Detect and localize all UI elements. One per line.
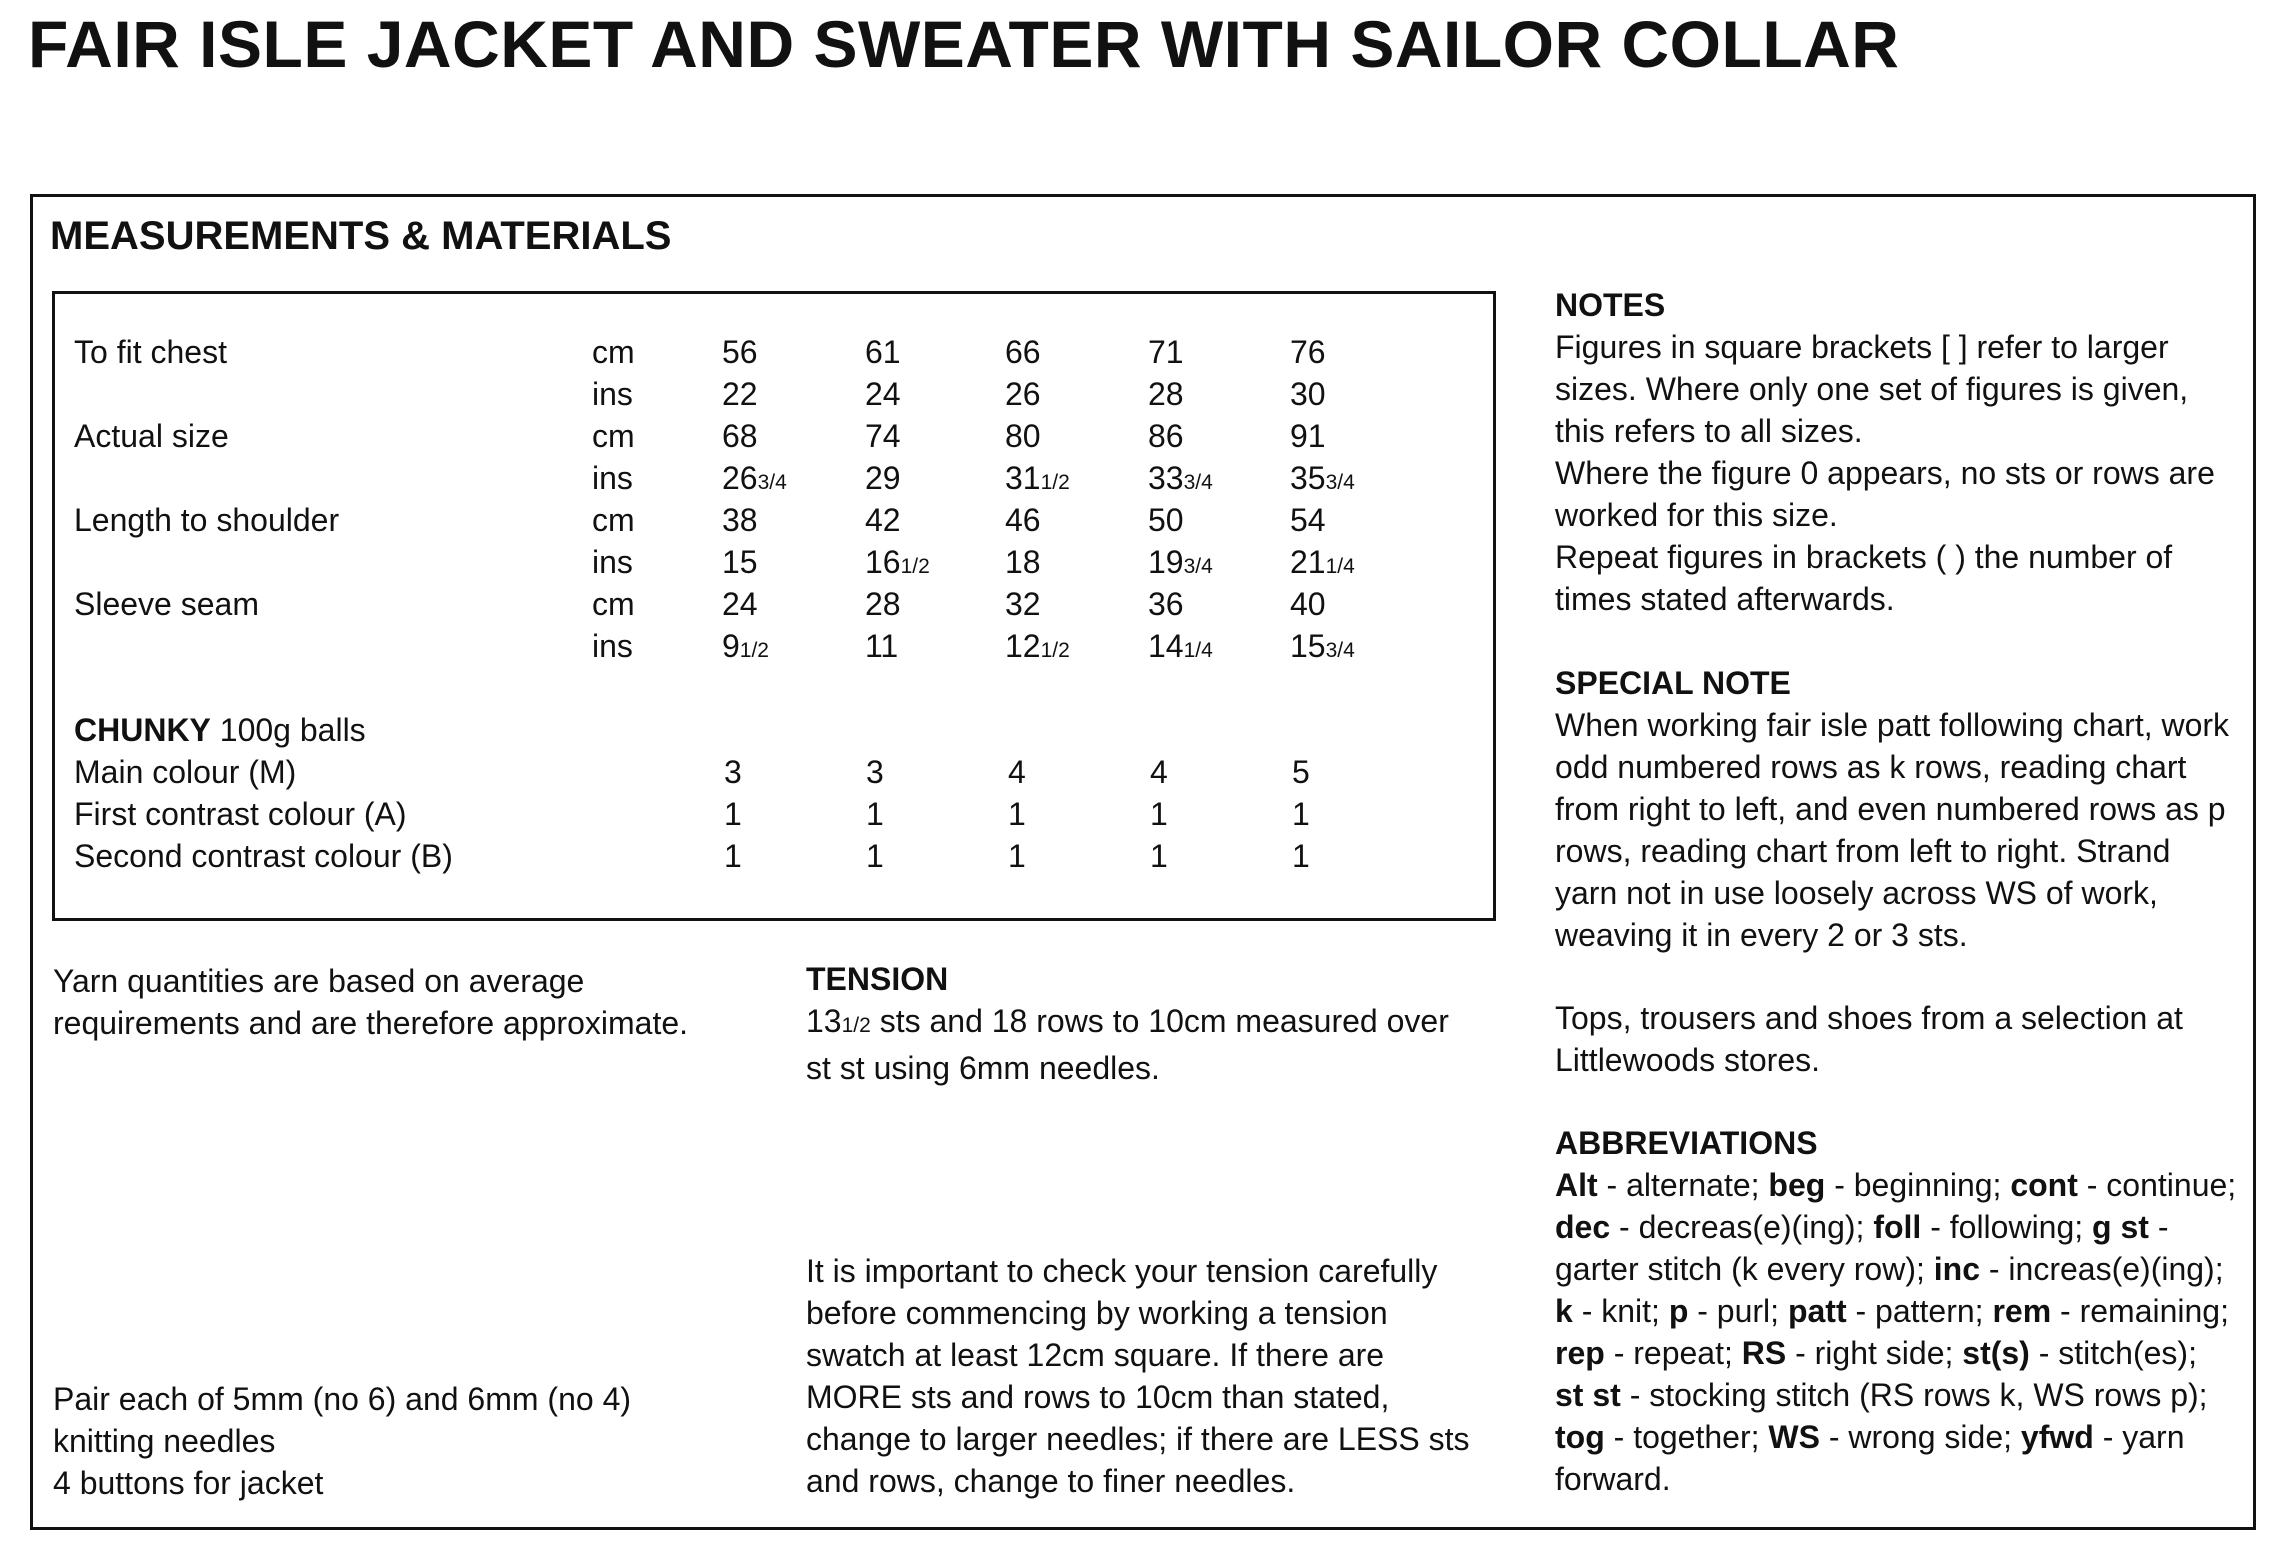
abbreviation-definition: - remaining; <box>2051 1293 2229 1329</box>
abbreviations-list <box>1555 1164 2236 1500</box>
abbreviation-definition: - continue; <box>2077 1167 2237 1203</box>
materials-label: Second contrast colour (B) <box>74 838 453 874</box>
measurement-value: 18 <box>1005 544 1041 580</box>
abbreviation-term: RS <box>1741 1335 1787 1371</box>
abbreviation-term: p <box>1668 1293 1689 1329</box>
abbreviation-line <box>1555 1164 2236 1206</box>
tension-text: sts and 18 rows to 10cm measured over <box>870 1003 1449 1039</box>
measurement-value: 56 <box>722 334 758 370</box>
yarn-ball-size: 100g balls <box>210 712 366 748</box>
materials-quantity: 3 <box>866 754 884 790</box>
needles-note-line: Pair each of 5mm (no 6) and 6mm (no 4) <box>53 1381 632 1417</box>
measurement-unit: ins <box>592 376 633 412</box>
measurement-value: 24 <box>722 586 758 622</box>
abbreviations-heading: ABBREVIATIONS <box>1555 1125 1818 1161</box>
tension-advice-line: swatch at least 12cm square. If there are <box>806 1337 1385 1373</box>
tension-line: st st using 6mm needles. <box>806 1050 1160 1086</box>
materials-label: Main colour (M) <box>74 754 297 790</box>
abbreviation-definition: - knit; <box>1572 1293 1669 1329</box>
abbreviation-definition: - <box>2148 1209 2169 1245</box>
abbreviation-line <box>1555 1332 2236 1374</box>
special-note-line: odd numbered rows as k rows, reading chart <box>1555 749 2187 785</box>
special-note-line: When working fair isle patt following chart, work <box>1555 707 2230 743</box>
abbreviation-term: st st <box>1555 1377 1621 1413</box>
abbreviation-term: st(s) <box>1962 1335 2030 1371</box>
measurement-fraction: 1/2 <box>900 555 930 578</box>
measurement-value: 61 <box>865 334 901 370</box>
measurement-value: 161/2 <box>865 544 930 580</box>
abbreviation-line <box>1555 1290 2236 1332</box>
abbreviation-term: cont <box>2010 1167 2078 1203</box>
measurement-label: Sleeve seam <box>74 586 259 622</box>
measurement-label: To fit chest <box>74 334 227 370</box>
special-note-line: rows, reading chart from left to right. Strand <box>1555 833 2171 869</box>
materials-quantity: 1 <box>866 838 884 874</box>
yarn-weight: CHUNKY <box>74 712 211 748</box>
special-note-heading: SPECIAL NOTE <box>1555 665 1791 701</box>
tension-advice-line: change to larger needles; if there are LESS sts <box>806 1421 1470 1457</box>
materials-quantity: 1 <box>1150 796 1168 832</box>
measurement-unit: cm <box>592 334 635 370</box>
abbreviation-definition: - yarn <box>2093 1419 2185 1455</box>
tension-advice-line: It is important to check your tension carefully <box>806 1253 1438 1289</box>
abbreviation-definition: - purl; <box>1688 1293 1788 1329</box>
measurement-value: 50 <box>1148 502 1184 538</box>
materials-quantity: 1 <box>724 796 742 832</box>
abbreviation-definition: - increas(e)(ing); <box>1979 1251 2224 1287</box>
tension-advice-line: MORE sts and rows to 10cm than stated, <box>806 1379 1390 1415</box>
measurement-label: Length to shoulder <box>74 502 340 538</box>
measurement-fraction: 3/4 <box>1325 471 1355 494</box>
abbreviation-line <box>1555 1248 2236 1290</box>
abbreviation-definition: - pattern; <box>1846 1293 1993 1329</box>
abbreviation-definition: forward. <box>1555 1461 1671 1497</box>
measurement-value: 333/4 <box>1148 460 1213 496</box>
measurement-fraction: 1/4 <box>1325 555 1355 578</box>
measurement-value: 15 <box>722 544 758 580</box>
abbreviations-section <box>1555 1122 2236 1500</box>
page-title: FAIR ISLE JACKET AND SWEATER WITH SAILOR COLLAR <box>28 7 1900 81</box>
materials-quantity: 1 <box>1008 838 1026 874</box>
materials-label: First contrast colour (A) <box>74 796 407 832</box>
abbreviation-term: yfwd <box>2020 1419 2094 1455</box>
notes-line: worked for this size. <box>1555 497 1838 533</box>
materials-quantity: 1 <box>1008 796 1026 832</box>
materials-quantity: 3 <box>724 754 742 790</box>
abbreviation-term: k <box>1555 1293 1573 1329</box>
measurement-value: 121/2 <box>1005 628 1070 664</box>
measurement-value: 76 <box>1290 334 1326 370</box>
measurement-value: 28 <box>1148 376 1184 412</box>
stores-note-line: Littlewoods stores. <box>1555 1042 1821 1078</box>
measurement-value: 54 <box>1290 502 1326 538</box>
measurement-fraction: 1/4 <box>1183 639 1213 662</box>
measurement-value: 91 <box>1290 418 1326 454</box>
yarn-type-label <box>74 714 366 746</box>
abbreviation-line <box>1555 1458 2236 1500</box>
measurement-value: 46 <box>1005 502 1041 538</box>
measurement-value: 74 <box>865 418 901 454</box>
measurement-value: 38 <box>722 502 758 538</box>
measurement-value: 42 <box>865 502 901 538</box>
yarn-quantity-note <box>53 960 688 1044</box>
abbreviation-term: inc <box>1933 1251 1980 1287</box>
measurement-value: 71 <box>1148 334 1184 370</box>
abbreviation-definition: - beginning; <box>1825 1167 2011 1203</box>
abbreviation-term: g st <box>2092 1209 2149 1245</box>
measurement-value: 91/2 <box>722 628 769 664</box>
abbreviation-term: rem <box>1992 1293 2052 1329</box>
materials-quantity: 1 <box>1292 838 1310 874</box>
measurement-value: 24 <box>865 376 901 412</box>
measurement-unit: ins <box>592 460 633 496</box>
abbreviation-line <box>1555 1374 2236 1416</box>
tension-advice-line: before commencing by working a tension <box>806 1295 1388 1331</box>
measurement-value: 263/4 <box>722 460 787 496</box>
special-note-line: from right to left, and even numbered rows as p <box>1555 791 2226 827</box>
abbreviation-term: WS <box>1768 1419 1820 1455</box>
notes-line: Figures in square brackets [ ] refer to larger <box>1555 329 2169 365</box>
abbreviation-line <box>1555 1416 2236 1458</box>
tension-advice-line: and rows, change to finer needles. <box>806 1463 1296 1499</box>
abbreviation-term: rep <box>1555 1335 1605 1371</box>
measurement-fraction: 1/2 <box>739 639 769 662</box>
measurement-label: Actual size <box>74 418 229 454</box>
needles-note-line: knitting needles <box>53 1423 276 1459</box>
materials-quantity: 4 <box>1008 754 1026 790</box>
tension-heading: TENSION <box>806 961 949 997</box>
notes-line: sizes. Where only one set of figures is given, <box>1555 371 2189 407</box>
measurement-unit: ins <box>592 628 633 664</box>
tension-number: 13 <box>806 1003 842 1039</box>
abbreviation-definition: - stitch(es); <box>2029 1335 2197 1371</box>
measurement-fraction: 1/2 <box>1040 639 1070 662</box>
abbreviation-term: foll <box>1873 1209 1922 1245</box>
special-note-line: weaving it in every 2 or 3 sts. <box>1555 917 1968 953</box>
special-note-section <box>1555 662 2229 956</box>
measurement-value: 40 <box>1290 586 1326 622</box>
stores-note-line: Tops, trousers and shoes from a selection at <box>1555 1000 2183 1036</box>
yarn-note-line: requirements and are therefore approximate. <box>53 1005 689 1041</box>
materials-quantity: 1 <box>1150 838 1168 874</box>
measurement-value: 311/2 <box>1005 460 1070 496</box>
tension-advice <box>806 1250 1470 1502</box>
needles-note-line: 4 buttons for jacket <box>53 1465 324 1501</box>
measurement-value: 211/4 <box>1290 544 1355 580</box>
abbreviation-definition: - decreas(e)(ing); <box>1610 1209 1874 1245</box>
measurement-unit: cm <box>592 502 635 538</box>
measurement-value: 86 <box>1148 418 1184 454</box>
abbreviation-term: dec <box>1555 1209 1611 1245</box>
abbreviation-definition: - wrong side; <box>1819 1419 2021 1455</box>
tension-line <box>806 1000 1449 1047</box>
measurement-fraction: 3/4 <box>1183 471 1213 494</box>
measurement-value: 80 <box>1005 418 1041 454</box>
measurement-value: 26 <box>1005 376 1041 412</box>
measurement-value: 22 <box>722 376 758 412</box>
measurement-value: 32 <box>1005 586 1041 622</box>
notes-line: Repeat figures in brackets ( ) the number of <box>1555 539 2173 575</box>
measurement-value: 29 <box>865 460 901 496</box>
abbreviation-term: tog <box>1555 1419 1605 1455</box>
measurement-value: 30 <box>1290 376 1326 412</box>
measurement-unit: cm <box>592 418 635 454</box>
measurement-value: 28 <box>865 586 901 622</box>
measurement-value: 11 <box>865 628 899 664</box>
measurement-fraction: 3/4 <box>1183 555 1213 578</box>
measurement-unit: ins <box>592 544 633 580</box>
materials-quantity: 1 <box>866 796 884 832</box>
needles-buttons-note <box>53 1378 631 1504</box>
materials-quantity: 5 <box>1292 754 1310 790</box>
section-heading: MEASUREMENTS & MATERIALS <box>50 214 672 258</box>
stores-note <box>1555 997 2183 1081</box>
measurement-value: 141/4 <box>1148 628 1213 664</box>
abbreviation-definition: - stocking stitch (RS rows k, WS rows p); <box>1620 1377 2208 1413</box>
notes-line: Where the figure 0 appears, no sts or rows are <box>1555 455 2215 491</box>
measurement-value: 68 <box>722 418 758 454</box>
materials-quantity: 1 <box>1292 796 1310 832</box>
notes-line: times stated afterwards. <box>1555 581 1895 617</box>
notes-section <box>1555 284 2215 620</box>
tension-fraction: 1/2 <box>841 1014 871 1037</box>
abbreviation-line <box>1555 1206 2236 1248</box>
measurement-unit: cm <box>592 586 635 622</box>
measurement-fraction: 3/4 <box>757 471 787 494</box>
measurement-value: 353/4 <box>1290 460 1355 496</box>
abbreviation-definition: - following; <box>1921 1209 2093 1245</box>
abbreviation-definition: - together; <box>1604 1419 1769 1455</box>
materials-quantity: 1 <box>724 838 742 874</box>
abbreviation-definition: - right side; <box>1786 1335 1963 1371</box>
materials-quantity: 4 <box>1150 754 1168 790</box>
abbreviation-term: beg <box>1768 1167 1826 1203</box>
tension-section <box>806 958 1449 1089</box>
abbreviation-definition: - alternate; <box>1597 1167 1769 1203</box>
measurement-value: 36 <box>1148 586 1184 622</box>
special-note-line: yarn not in use loosely across WS of work, <box>1555 875 2158 911</box>
abbreviation-definition: - repeat; <box>1604 1335 1742 1371</box>
abbreviation-term: patt <box>1787 1293 1847 1329</box>
notes-line: this refers to all sizes. <box>1555 413 1863 449</box>
yarn-note-line: Yarn quantities are based on average <box>53 963 585 999</box>
measurement-value: 153/4 <box>1290 628 1355 664</box>
measurement-value: 66 <box>1005 334 1041 370</box>
abbreviation-term: Alt <box>1555 1167 1598 1203</box>
measurement-fraction: 1/2 <box>1040 471 1070 494</box>
measurement-fraction: 3/4 <box>1325 639 1355 662</box>
notes-heading: NOTES <box>1555 287 1666 323</box>
measurement-value: 193/4 <box>1148 544 1213 580</box>
abbreviation-definition: garter stitch (k every row); <box>1555 1251 1934 1287</box>
